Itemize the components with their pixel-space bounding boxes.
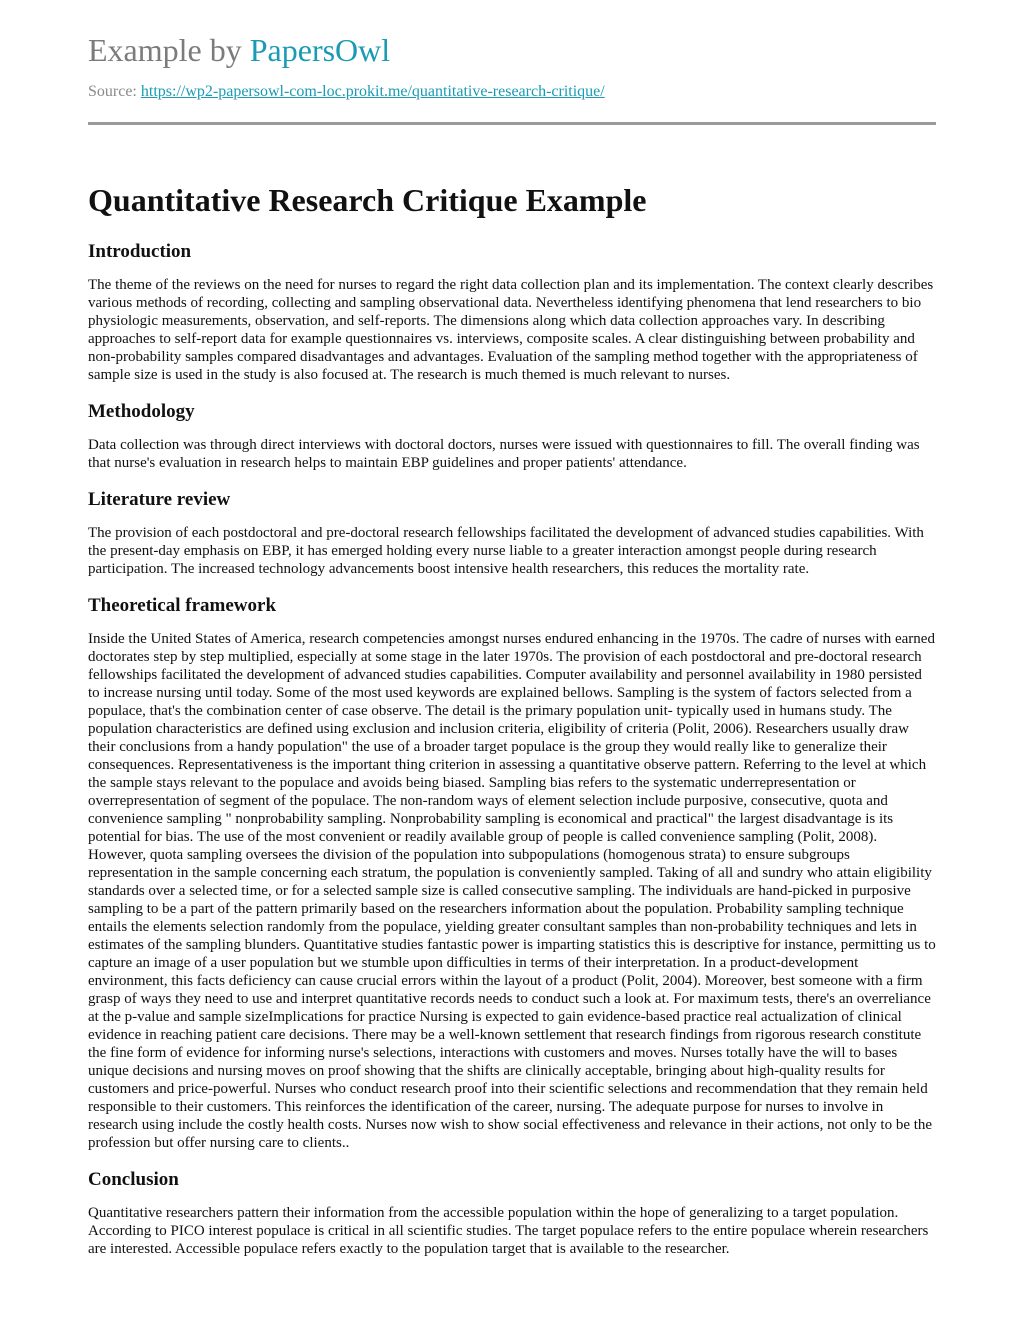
brand-name[interactable]: PapersOwl	[249, 32, 391, 68]
article	[88, 180, 936, 1258]
section-body-conclusion: Quantitative researchers pattern their information from the accessible population within the hope of generalizing to a target population. According to PICO interest populace is critical in all scientific studies. The target populace refers to the entire populace wherein researchers are interested. Accessible populace refers exactly to the population target that is available to the researcher.	[88, 1205, 929, 1257]
source-label: Source:	[88, 83, 137, 100]
source-line	[88, 82, 936, 102]
section-body-theoretical-framework: Inside the United States of America, research competencies amongst nurses endured enhancing in the 1970s. The cadre of nurses with earned doctorates step by step multiplied, especially at some stage in the later 1970s. The provision of each postdoctoral and pre-doctoral research fellowships facilitated the development of advanced studies capabilities. Computer availability and personnel availability in 1980 persisted to increase nursing until today. Some of the most used keywords are explained bellows. Sampling is the system of factors selected from a populace, that's the combination center of case observe. The detail is the primary population unit- typically used in humans study. The population characteristics are defined using exclusion and inclusion criteria, eligibility of criteria (Polit, 2006). Researchers usually draw their conclusions from a handy population" the use of a broader target populace is the group they would really like to generalize their consequences. Representativeness is the important thing criterion in assessing a quantitative observe pattern. Referring to the level at which the sample stays relevant to the populace and avoids being biased. Sampling bias refers to the systematic underrepresentation or overrepresentation of segment of the populace. The non-random ways of element selection include purposive, consecutive, quota and convenience sampling " nonprobability sampling. Nonprobability sampling is economical and practical" the largest disadvantage is its potential for bias. The use of the most convenient or readily available group of people is called convenience sampling (Polit, 2008). However, quota sampling oversees the division of the population into subpopulations (homogenous strata) to ensure subgroups representation in the sample concerning each stratum, the population is conveniently sampled. Taking of all and sundry who attain eligibility standards over a selected time, or for a selected sample size is called consecutive sampling. The individuals are hand-picked in purposive sampling to be a part of the pattern primarily based on the researchers information about the population. Probability sampling technique entails the elements selection randomly from the populace, yielding greater consultant samples than non-probability techniques and lets in estimates of the sampling blunders. Quantitative studies fantastic power is imparting statistics this is descriptive for instance, permitting us to capture an image of a user population but we stumble upon difficulties in terms of their interpretation. In a product-development environment, this facts deficiency can cause crucial errors within the layout of a product (Polit, 2004). Moreover, best someone with a firm grasp of ways they need to use and interpret quantitative records needs to conduct such a look at. For maximum tests, there's an overreliance at the p-value and sample sizeImplications for practice Nursing is expected to gain evidence-based practice real actualization of clinical evidence in reaching patient care decisions. There may be a well-known settlement that research findings from rigorous research constitute the fine form of evidence for informing nurse's selections, interactions with customers and moves. Nurses totally have the will to bases unique decisions and nursing moves on proof showing that the shifts are clinically acceptable, bringing about high-quality results for customers and price-powerful. Nurses who conduct research proof into their scientific selections and recommendation that they remain held responsible to their customers. This reinforces the identification of the career, nursing. The adequate purpose for nurses to involve in research using include the costly health costs. Nurses now wish to show social effectiveness and relevance in their actions, not only to be the profession but offer nursing care to clients..	[88, 631, 936, 1151]
section-body-introduction: The theme of the reviews on the need for nurses to regard the right data collection plan and its implementation. The context clearly describes various methods of recording, collecting and sampling observational data. Nevertheless identifying phenomena that lend researchers to bio physiologic measurements, observation, and self-reports. The dimensions along which data collection approaches vary. In describing approaches to self-report data for example questionnaires vs. interviews, composite scales. A clear distinguishing between probability and non-probability samples compared disadvantages and advantages. Evaluation of the sampling method together with the appropriateness of sample size is used in the study is also focused at. The research is much themed is much relevant to nurses.	[88, 277, 934, 383]
section-heading-introduction: Introduction	[88, 241, 192, 262]
section-heading-conclusion: Conclusion	[88, 1169, 179, 1190]
page-header	[88, 28, 936, 102]
brand-line	[88, 28, 936, 72]
header-divider	[88, 122, 936, 125]
source-link[interactable]: https://wp2-papersowl-com-loc.prokit.me/quantitative-research-critique/	[140, 83, 605, 100]
section-body-literature-review: The provision of each postdoctoral and pre-doctoral research fellowships facilitated the development of advanced studies capabilities. With the present-day emphasis on EBP, it has emerged holding every nurse liable to a greater interaction amongst people during research participation. The increased technology advancements boost intensive health researchers, this reduces the mortality rate.	[88, 525, 924, 577]
brand-prefix: Example by	[88, 32, 242, 68]
article-title: Quantitative Research Critique Example	[88, 182, 647, 218]
section-body-methodology: Data collection was through direct interviews with doctoral doctors, nurses were issued with questionnaires to fill. The overall finding was that nurse's evaluation in research helps to maintain EBP guidelines and proper patients' attendance.	[88, 437, 920, 471]
section-heading-literature-review: Literature review	[88, 489, 231, 510]
section-heading-methodology: Methodology	[88, 401, 195, 422]
section-heading-theoretical-framework: Theoretical framework	[88, 595, 277, 616]
